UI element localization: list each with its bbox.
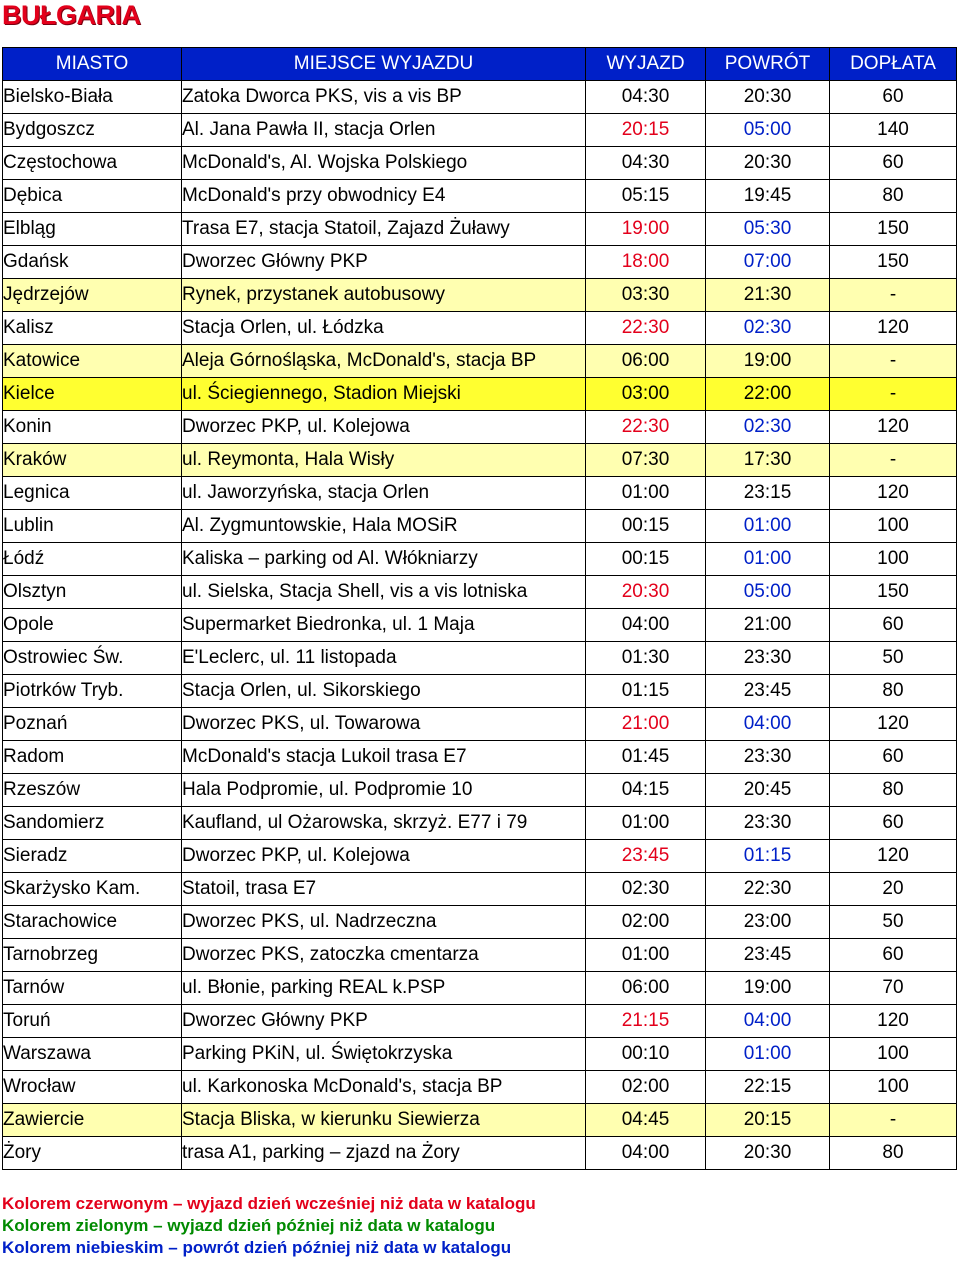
table-row — [3, 807, 957, 840]
departure-cell: 01:00 — [586, 477, 706, 510]
departure-cell: 01:45 — [586, 741, 706, 774]
return-cell: 23:30 — [706, 741, 830, 774]
table-row — [3, 213, 957, 246]
table-row — [3, 246, 957, 279]
place-cell: Dworzec Główny PKP — [182, 246, 586, 279]
table-row — [3, 1038, 957, 1071]
return-cell: 22:15 — [706, 1071, 830, 1104]
departure-cell: 18:00 — [586, 246, 706, 279]
return-cell: 07:00 — [706, 246, 830, 279]
city-cell: Częstochowa — [3, 147, 182, 180]
return-cell: 04:00 — [706, 1005, 830, 1038]
table-row — [3, 609, 957, 642]
page-title: BUŁGARIA — [2, 0, 141, 30]
place-cell: ul. Reymonta, Hala Wisły — [182, 444, 586, 477]
departure-cell: 22:30 — [586, 411, 706, 444]
place-cell: ul. Błonie, parking REAL k.PSP — [182, 972, 586, 1005]
table-row — [3, 81, 957, 114]
departure-cell: 06:00 — [586, 345, 706, 378]
return-cell: 23:30 — [706, 807, 830, 840]
table-row — [3, 939, 957, 972]
fee-cell: 50 — [830, 906, 957, 939]
departure-cell: 22:30 — [586, 312, 706, 345]
city-cell: Skarżysko Kam. — [3, 873, 182, 906]
return-cell: 01:15 — [706, 840, 830, 873]
fee-cell: 150 — [830, 213, 957, 246]
schedule-table — [2, 47, 957, 1170]
return-cell: 22:00 — [706, 378, 830, 411]
city-cell: Olsztyn — [3, 576, 182, 609]
city-cell: Rzeszów — [3, 774, 182, 807]
place-cell: Dworzec PKP, ul. Kolejowa — [182, 411, 586, 444]
fee-cell: 150 — [830, 576, 957, 609]
place-cell: Dworzec PKS, ul. Towarowa — [182, 708, 586, 741]
legend-green: Kolorem zielonym – wyjazd dzień później niż data w katalogu — [2, 1216, 496, 1235]
fee-cell: 120 — [830, 708, 957, 741]
place-cell: Supermarket Biedronka, ul. 1 Maja — [182, 609, 586, 642]
place-cell: Trasa E7, stacja Statoil, Zajazd Żuławy — [182, 213, 586, 246]
city-cell: Gdańsk — [3, 246, 182, 279]
return-cell: 21:00 — [706, 609, 830, 642]
place-cell: Kaliska – parking od Al. Włókniarzy — [182, 543, 586, 576]
return-cell: 02:30 — [706, 312, 830, 345]
fee-cell: 60 — [830, 147, 957, 180]
return-cell: 19:45 — [706, 180, 830, 213]
place-cell: ul. Ściegiennego, Stadion Miejski — [182, 378, 586, 411]
table-row — [3, 1005, 957, 1038]
table-row — [3, 411, 957, 444]
city-cell: Toruń — [3, 1005, 182, 1038]
fee-cell: 120 — [830, 840, 957, 873]
table-row — [3, 642, 957, 675]
city-cell: Kalisz — [3, 312, 182, 345]
table-row — [3, 774, 957, 807]
place-cell: Dworzec Główny PKP — [182, 1005, 586, 1038]
place-cell: Stacja Orlen, ul. Sikorskiego — [182, 675, 586, 708]
departure-cell: 00:15 — [586, 543, 706, 576]
departure-cell: 04:30 — [586, 81, 706, 114]
place-cell: Al. Jana Pawła II, stacja Orlen — [182, 114, 586, 147]
fee-cell: 120 — [830, 312, 957, 345]
departure-cell: 04:00 — [586, 609, 706, 642]
departure-cell: 23:45 — [586, 840, 706, 873]
table-row — [3, 708, 957, 741]
city-cell: Dębica — [3, 180, 182, 213]
city-cell: Kielce — [3, 378, 182, 411]
return-cell: 05:00 — [706, 576, 830, 609]
place-cell: McDonald's przy obwodnicy E4 — [182, 180, 586, 213]
place-cell: Statoil, trasa E7 — [182, 873, 586, 906]
city-cell: Lublin — [3, 510, 182, 543]
place-cell: McDonald's, Al. Wojska Polskiego — [182, 147, 586, 180]
city-cell: Tarnów — [3, 972, 182, 1005]
fee-cell: 60 — [830, 741, 957, 774]
departure-cell: 05:15 — [586, 180, 706, 213]
table-row — [3, 840, 957, 873]
return-cell: 02:30 — [706, 411, 830, 444]
city-cell: Żory — [3, 1137, 182, 1170]
fee-cell: 100 — [830, 1038, 957, 1071]
place-cell: Dworzec PKS, ul. Nadrzeczna — [182, 906, 586, 939]
fee-cell: 60 — [830, 81, 957, 114]
city-cell: Ostrowiec Św. — [3, 642, 182, 675]
departure-cell: 00:15 — [586, 510, 706, 543]
fee-cell: 140 — [830, 114, 957, 147]
header-place: MIEJSCE WYJAZDU — [182, 48, 586, 81]
table-row — [3, 906, 957, 939]
city-cell: Warszawa — [3, 1038, 182, 1071]
city-cell: Sandomierz — [3, 807, 182, 840]
city-cell: Kraków — [3, 444, 182, 477]
city-cell: Tarnobrzeg — [3, 939, 182, 972]
return-cell: 17:30 — [706, 444, 830, 477]
departure-cell: 21:15 — [586, 1005, 706, 1038]
return-cell: 01:00 — [706, 543, 830, 576]
table-row — [3, 741, 957, 774]
return-cell: 23:45 — [706, 675, 830, 708]
table-header-row — [3, 48, 957, 81]
return-cell: 22:30 — [706, 873, 830, 906]
city-cell: Radom — [3, 741, 182, 774]
legend — [2, 1193, 536, 1259]
return-cell: 23:30 — [706, 642, 830, 675]
schedule-body — [3, 81, 957, 1170]
legend-blue: Kolorem niebieskim – powrót dzień później niż data w katalogu — [2, 1238, 512, 1257]
return-cell: 04:00 — [706, 708, 830, 741]
place-cell: Aleja Górnośląska, McDonald's, stacja BP — [182, 345, 586, 378]
city-cell: Legnica — [3, 477, 182, 510]
return-cell: 23:15 — [706, 477, 830, 510]
fee-cell: 80 — [830, 180, 957, 213]
header-departure: WYJAZD — [586, 48, 706, 81]
table-row — [3, 510, 957, 543]
departure-cell: 06:00 — [586, 972, 706, 1005]
fee-cell: 100 — [830, 1071, 957, 1104]
city-cell: Piotrków Tryb. — [3, 675, 182, 708]
return-cell: 20:45 — [706, 774, 830, 807]
return-cell: 21:30 — [706, 279, 830, 312]
fee-cell: 70 — [830, 972, 957, 1005]
table-row — [3, 972, 957, 1005]
return-cell: 05:30 — [706, 213, 830, 246]
fee-cell: 120 — [830, 477, 957, 510]
place-cell: Hala Podpromie, ul. Podpromie 10 — [182, 774, 586, 807]
place-cell: Dworzec PKS, zatoczka cmentarza — [182, 939, 586, 972]
fee-cell: - — [830, 279, 957, 312]
table-row — [3, 378, 957, 411]
city-cell: Katowice — [3, 345, 182, 378]
table-row — [3, 147, 957, 180]
city-cell: Bielsko-Biała — [3, 81, 182, 114]
city-cell: Zawiercie — [3, 1104, 182, 1137]
departure-cell: 04:00 — [586, 1137, 706, 1170]
return-cell: 01:00 — [706, 510, 830, 543]
departure-cell: 02:30 — [586, 873, 706, 906]
city-cell: Sieradz — [3, 840, 182, 873]
departure-cell: 01:00 — [586, 807, 706, 840]
place-cell: Rynek, przystanek autobusowy — [182, 279, 586, 312]
departure-cell: 04:15 — [586, 774, 706, 807]
table-row — [3, 1104, 957, 1137]
table-row — [3, 279, 957, 312]
city-cell: Łódź — [3, 543, 182, 576]
return-cell: 19:00 — [706, 345, 830, 378]
table-row — [3, 675, 957, 708]
return-cell: 20:30 — [706, 81, 830, 114]
city-cell: Konin — [3, 411, 182, 444]
table-row — [3, 477, 957, 510]
fee-cell: 120 — [830, 1005, 957, 1038]
table-row — [3, 873, 957, 906]
departure-cell: 01:00 — [586, 939, 706, 972]
table-row — [3, 1137, 957, 1170]
fee-cell: - — [830, 1104, 957, 1137]
return-cell: 20:15 — [706, 1104, 830, 1137]
city-cell: Poznań — [3, 708, 182, 741]
place-cell: Zatoka Dworca PKS, vis a vis BP — [182, 81, 586, 114]
city-cell: Elbląg — [3, 213, 182, 246]
place-cell: Stacja Orlen, ul. Łódzka — [182, 312, 586, 345]
table-row — [3, 543, 957, 576]
fee-cell: 100 — [830, 510, 957, 543]
place-cell: E'Leclerc, ul. 11 listopada — [182, 642, 586, 675]
place-cell: ul. Sielska, Stacja Shell, vis a vis lotniska — [182, 576, 586, 609]
place-cell: Parking PKiN, ul. Świętokrzyska — [182, 1038, 586, 1071]
departure-cell: 01:15 — [586, 675, 706, 708]
return-cell: 01:00 — [706, 1038, 830, 1071]
place-cell: Kaufland, ul Ożarowska, skrzyż. E77 i 79 — [182, 807, 586, 840]
city-cell: Bydgoszcz — [3, 114, 182, 147]
place-cell: Dworzec PKP, ul. Kolejowa — [182, 840, 586, 873]
departure-cell: 01:30 — [586, 642, 706, 675]
header-return: POWRÓT — [706, 48, 830, 81]
return-cell: 05:00 — [706, 114, 830, 147]
fee-cell: 80 — [830, 675, 957, 708]
departure-cell: 03:30 — [586, 279, 706, 312]
table-row — [3, 114, 957, 147]
table-row — [3, 345, 957, 378]
fee-cell: 80 — [830, 774, 957, 807]
departure-cell: 02:00 — [586, 1071, 706, 1104]
table-row — [3, 180, 957, 213]
fee-cell: - — [830, 378, 957, 411]
departure-cell: 04:30 — [586, 147, 706, 180]
fee-cell: 20 — [830, 873, 957, 906]
place-cell: Al. Zygmuntowskie, Hala MOSiR — [182, 510, 586, 543]
city-cell: Opole — [3, 609, 182, 642]
departure-cell: 07:30 — [586, 444, 706, 477]
fee-cell: - — [830, 444, 957, 477]
return-cell: 19:00 — [706, 972, 830, 1005]
fee-cell: 100 — [830, 543, 957, 576]
fee-cell: 150 — [830, 246, 957, 279]
place-cell: ul. Jaworzyńska, stacja Orlen — [182, 477, 586, 510]
return-cell: 20:30 — [706, 1137, 830, 1170]
return-cell: 23:00 — [706, 906, 830, 939]
city-cell: Wrocław — [3, 1071, 182, 1104]
departure-cell: 21:00 — [586, 708, 706, 741]
place-cell: ul. Karkonoska McDonald's, stacja BP — [182, 1071, 586, 1104]
table-row — [3, 1071, 957, 1104]
departure-cell: 03:00 — [586, 378, 706, 411]
table-row — [3, 444, 957, 477]
table-row — [3, 312, 957, 345]
city-cell: Starachowice — [3, 906, 182, 939]
city-cell: Jędrzejów — [3, 279, 182, 312]
departure-cell: 19:00 — [586, 213, 706, 246]
legend-red: Kolorem czerwonym – wyjazd dzień wcześniej niż data w katalogu — [2, 1194, 536, 1213]
departure-cell: 20:15 — [586, 114, 706, 147]
place-cell: Stacja Bliska, w kierunku Siewierza — [182, 1104, 586, 1137]
header-fee: DOPŁATA — [830, 48, 957, 81]
fee-cell: 80 — [830, 1137, 957, 1170]
fee-cell: 120 — [830, 411, 957, 444]
departure-cell: 20:30 — [586, 576, 706, 609]
place-cell: trasa A1, parking – zjazd na Żory — [182, 1137, 586, 1170]
departure-cell: 00:10 — [586, 1038, 706, 1071]
header-city: MIASTO — [3, 48, 182, 81]
fee-cell: 60 — [830, 807, 957, 840]
fee-cell: 50 — [830, 642, 957, 675]
fee-cell: 60 — [830, 609, 957, 642]
departure-cell: 02:00 — [586, 906, 706, 939]
return-cell: 20:30 — [706, 147, 830, 180]
table-row — [3, 576, 957, 609]
fee-cell: - — [830, 345, 957, 378]
place-cell: McDonald's stacja Lukoil trasa E7 — [182, 741, 586, 774]
return-cell: 23:45 — [706, 939, 830, 972]
departure-cell: 04:45 — [586, 1104, 706, 1137]
fee-cell: 60 — [830, 939, 957, 972]
